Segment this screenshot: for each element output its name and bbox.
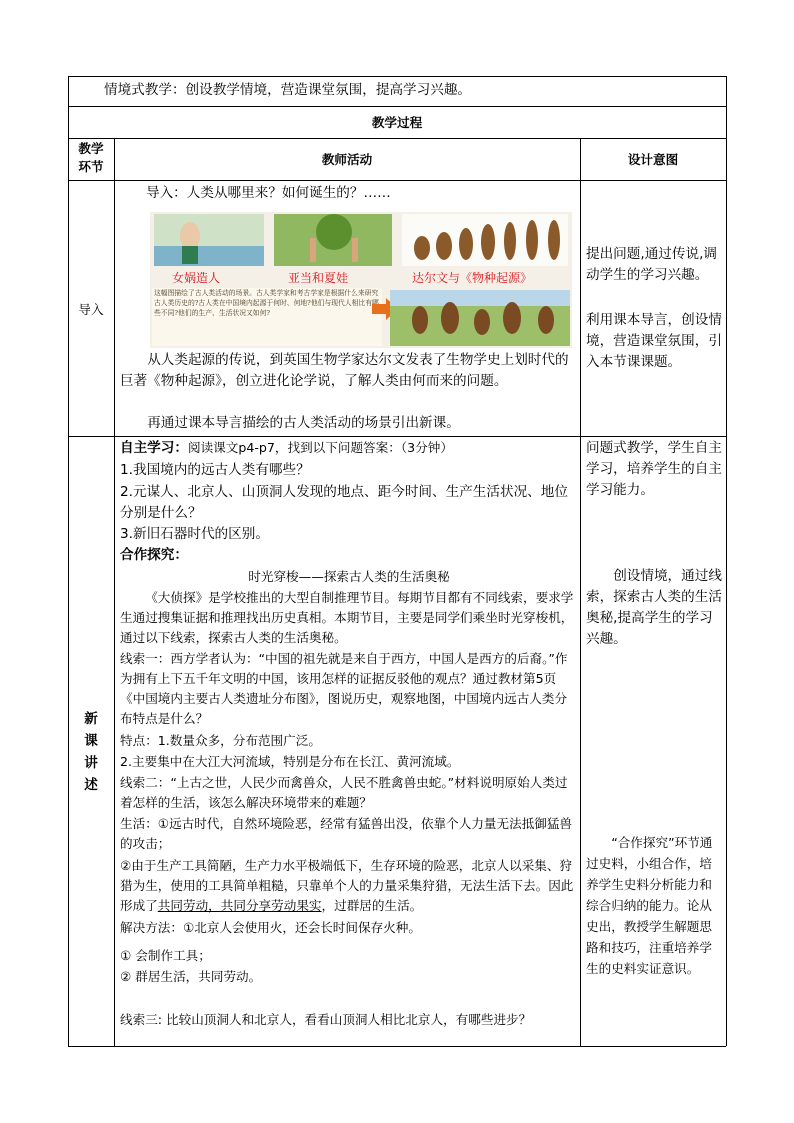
header-col3: 设计意图 (627, 152, 679, 167)
coop-subtitle: 时光穿梭——探索古人类的生活奥秘 (248, 569, 450, 584)
new-lesson-design2: 创设情境，通过线索，探索古人类的生活奥秘,提高学生的学习兴趣。 (586, 568, 722, 647)
section-title: 教学过程 (371, 115, 423, 130)
life-2: ②由于生产工具简陋，生产力水平极端低下，生存环境的险恶，北京人以采集、狩猎为生，使用的工具简单粗糙，只靠单个人的力量采集狩猎，无法生活下去。因此形成了共同劳动，共同分享劳动果实，过群居的生活。 (120, 858, 574, 913)
intro-design1: 提出问题,通过传说,调动学生的学习兴趣。 (586, 246, 717, 283)
solution-2: ① 会制作工具； (120, 948, 211, 963)
illustration-caption-text: 这幅图描绘了古人类活动的场景。古人类学家和考古学家是根据什么来研究古人类历史的?古人类在中国境内起源于何时、何地?他们与现代人相比有哪些不同?他们的生产、生活状况又如何? (154, 289, 379, 317)
question-1: 1.我国境内的远古人类有哪些？ (120, 462, 310, 478)
feature-1: 特点：1.数量众多，分布范围广泛。 (120, 733, 321, 748)
intro-para1: 从人类起源的传说，到英国生物学家达尔文发表了生物学史上划时代的巨著《物种起源》，创立进化论学说，了解人类由何而来的问题。 (120, 352, 569, 389)
coop-title: 合作探究： (120, 547, 188, 563)
intro-label: 导入 (78, 302, 104, 317)
caption-nuwa: 女娲造人 (172, 271, 221, 285)
intro-para2: 再通过课本导言描绘的古人类活动的场景引出新课。 (147, 415, 460, 431)
intro-design2: 利用课本导言，创设情境，营造课堂氛围，引入本节课课题。 (586, 312, 722, 370)
solution-3: ② 群居生活，共同劳动。 (120, 969, 262, 984)
intro-illustration (150, 212, 572, 348)
caption-adam-eve: 亚当和夏娃 (288, 271, 349, 285)
new-lesson-design3: “合作探究”环节通过史料，小组合作，培养学生史料分析能力和综合归纳的能力。论从史出，教授学生解题思路和技巧，注重培养学生的史料实证意识。 (586, 835, 713, 976)
feature-2: 2.主要集中在大江大河流域，特别是分布在长江、黄河流域。 (120, 754, 460, 769)
solution-1: 解决方法：①北京人会使用火，还会长时间保存火种。 (120, 920, 421, 935)
question-2: 2.元谋人、北京人、山顶洞人发现的地点、距今时间、生产生活状况、地位分别是什么？ (120, 484, 568, 521)
caption-darwin: 达尔文与《物种起源》 (412, 271, 533, 285)
life-1: 生活：①远古时代，自然环境险恶，经常有猛兽出没，依靠个人力量无法抵御猛兽的攻击； (120, 816, 573, 851)
intro-lead: 导入：人类从哪里来？如何诞生的？…… (146, 185, 391, 201)
question-3: 3.新旧石器时代的区别。 (120, 526, 269, 542)
self-study-line: 自主学习：阅读课文p4-p7，找到以下问题答案：（3分钟） (120, 440, 453, 456)
clue-1: 线索一：西方学者认为：“中国的祖先就是来自于西方，中国人是西方的后裔。”作为拥有上下五千年文明的中国，该用怎样的证据反驳他的观点？通过教材第5页《中国境内主要古人类遗址分布图》，图说历史，观察地图，中国境内远古人类分布特点是什么？ (120, 651, 568, 726)
coop-intro: 《大侦探》是学校推出的大型自制推理节目。每期节目都有不同线索，要求学生通过搜集证据和推理找出历史真相。本期节目，主要是同学们乘坐时光穿梭机，通过以下线索，探索古人类的生活奥秘。 (120, 590, 574, 645)
origin-collage-image (150, 212, 572, 348)
new-lesson-label: 新 课 讲 述 (84, 711, 98, 793)
top-row-text: 情境式教学：创设教学情境，营造课堂氛围，提高学习兴趣。 (104, 82, 472, 98)
new-lesson-design1: 问题式教学，学生自主学习，培养学生的自主学习能力。 (586, 440, 722, 498)
clue-3: 线索三: 比较山顶洞人和北京人，看看山顶洞人相比北京人，有哪些进步？ (120, 1012, 532, 1027)
header-col1: 教学 环节 (78, 141, 104, 174)
clue-2: 线索二：“上古之世，人民少而禽兽众，人民不胜禽兽虫蛇。”材料说明原始人类过着怎样的生活，该怎么解决环境带来的难题？ (120, 775, 568, 810)
header-col2: 教师活动 (321, 152, 373, 167)
